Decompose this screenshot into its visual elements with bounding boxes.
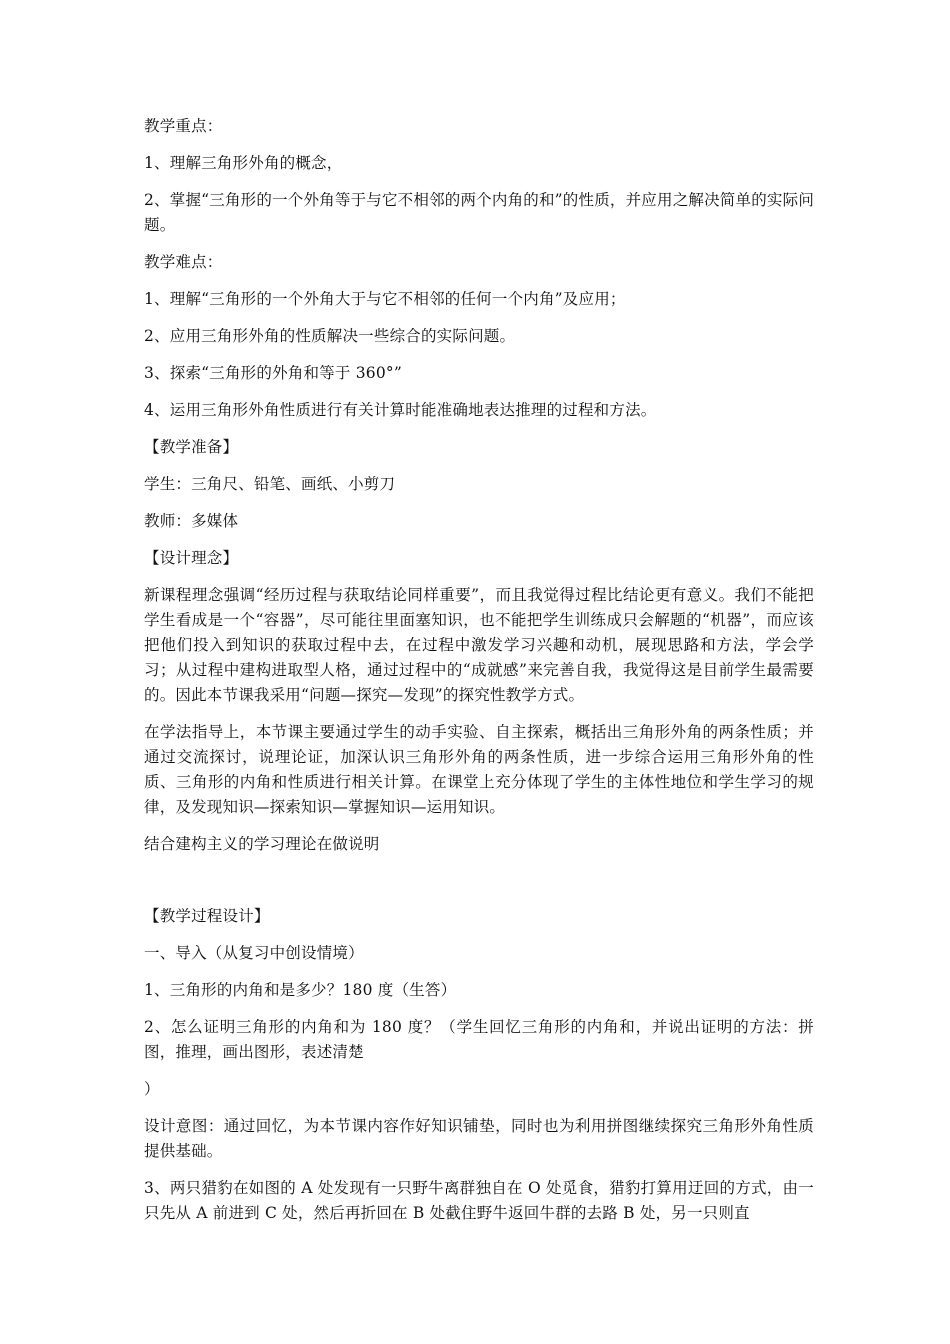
- difficulty-item-2: 2、应用三角形外角的性质解决一些综合的实际问题。: [144, 327, 516, 345]
- focus-item-1: 1、理解三角形外角的概念，: [144, 154, 343, 172]
- difficulty-item-3: 3、探索“三角形的外角和等于 360°”: [144, 364, 402, 382]
- preparation-students: 学生：三角尺、铅笔、画纸、小剪刀: [144, 475, 396, 493]
- design-concept-paragraph-2: 在学法指导上，本节课主要通过学生的动手实验、自主探索，概括出三角形外角的两条性质；并通过交流探讨，说理论证，加深认识三角形外角的两条性质，进一步综合运用三角形外角的性质、三角形的内角和性质进行相关计算。在课堂上充分体现了学生的主体性地位和学生学习的规律，及发现知识—探索知识—掌握知识—运用知识。: [144, 723, 814, 816]
- intro-question-3: 3、两只猎豹在如图的 A 处发现有一只野牛离群独自在 O 处觅食，猎豹打算用迂回的方式，由一只先从 A 前进到 C 处，然后再折回在 B 处截住野牛返回牛群的去路 B 处，另一只则直: [144, 1179, 814, 1222]
- section-introduction: 一、导入（从复习中创设情境）: [144, 944, 364, 962]
- heading-teaching-difficulty: 教学难点：: [144, 253, 223, 271]
- document-page: [144, 114, 814, 1238]
- heading-teaching-preparation: 【教学准备】: [144, 438, 239, 456]
- intro-question-2: 2、怎么证明三角形的内角和为 180 度？（学生回忆三角形的内角和，并说出证明的方法：拼图，推理，画出图形，表述清楚: [144, 1018, 814, 1061]
- preparation-teacher: 教师：多媒体: [144, 512, 239, 530]
- design-concept-paragraph-1: 新课程理念强调“经历过程与获取结论同样重要”，而且我觉得过程比结论更有意义。我们不能把学生看成是一个“容器”，尽可能往里面塞知识，也不能把学生训练成只会解题的“机器”，而应该把他们投入到知识的获取过程中去，在过程中激发学习兴趣和动机，展现思路和方法，学会学习；从过程中建构进取型人格，通过过程中的“成就感”来完善自我，我觉得这是目前学生最需要的。因此本节课我采用“问题—探究—发现”的探究性教学方式。: [144, 586, 814, 704]
- heading-teaching-focus: 教学重点：: [144, 117, 223, 135]
- blank-line: [144, 869, 814, 904]
- focus-item-2: 2、掌握“三角形的一个外角等于与它不相邻的两个内角的和”的性质，并应用之解决简单的实际问题。: [144, 191, 815, 234]
- design-intent: 设计意图：通过回忆，为本节课内容作好知识铺垫，同时也为利用拼图继续探究三角形外角性质提供基础。: [144, 1117, 814, 1160]
- closing-parenthesis: ）: [144, 1080, 160, 1098]
- heading-design-concept: 【设计理念】: [144, 549, 239, 567]
- heading-process-design: 【教学过程设计】: [144, 907, 270, 925]
- difficulty-item-1: 1、理解“三角形的一个外角大于与它不相邻的任何一个内角”及应用；: [144, 290, 626, 308]
- difficulty-item-4: 4、运用三角形外角性质进行有关计算时能准确地表达推理的过程和方法。: [144, 401, 657, 419]
- design-concept-note: 结合建构主义的学习理论在做说明: [144, 835, 380, 853]
- intro-question-1: 1、三角形的内角和是多少？180 度（生答）: [144, 981, 457, 999]
